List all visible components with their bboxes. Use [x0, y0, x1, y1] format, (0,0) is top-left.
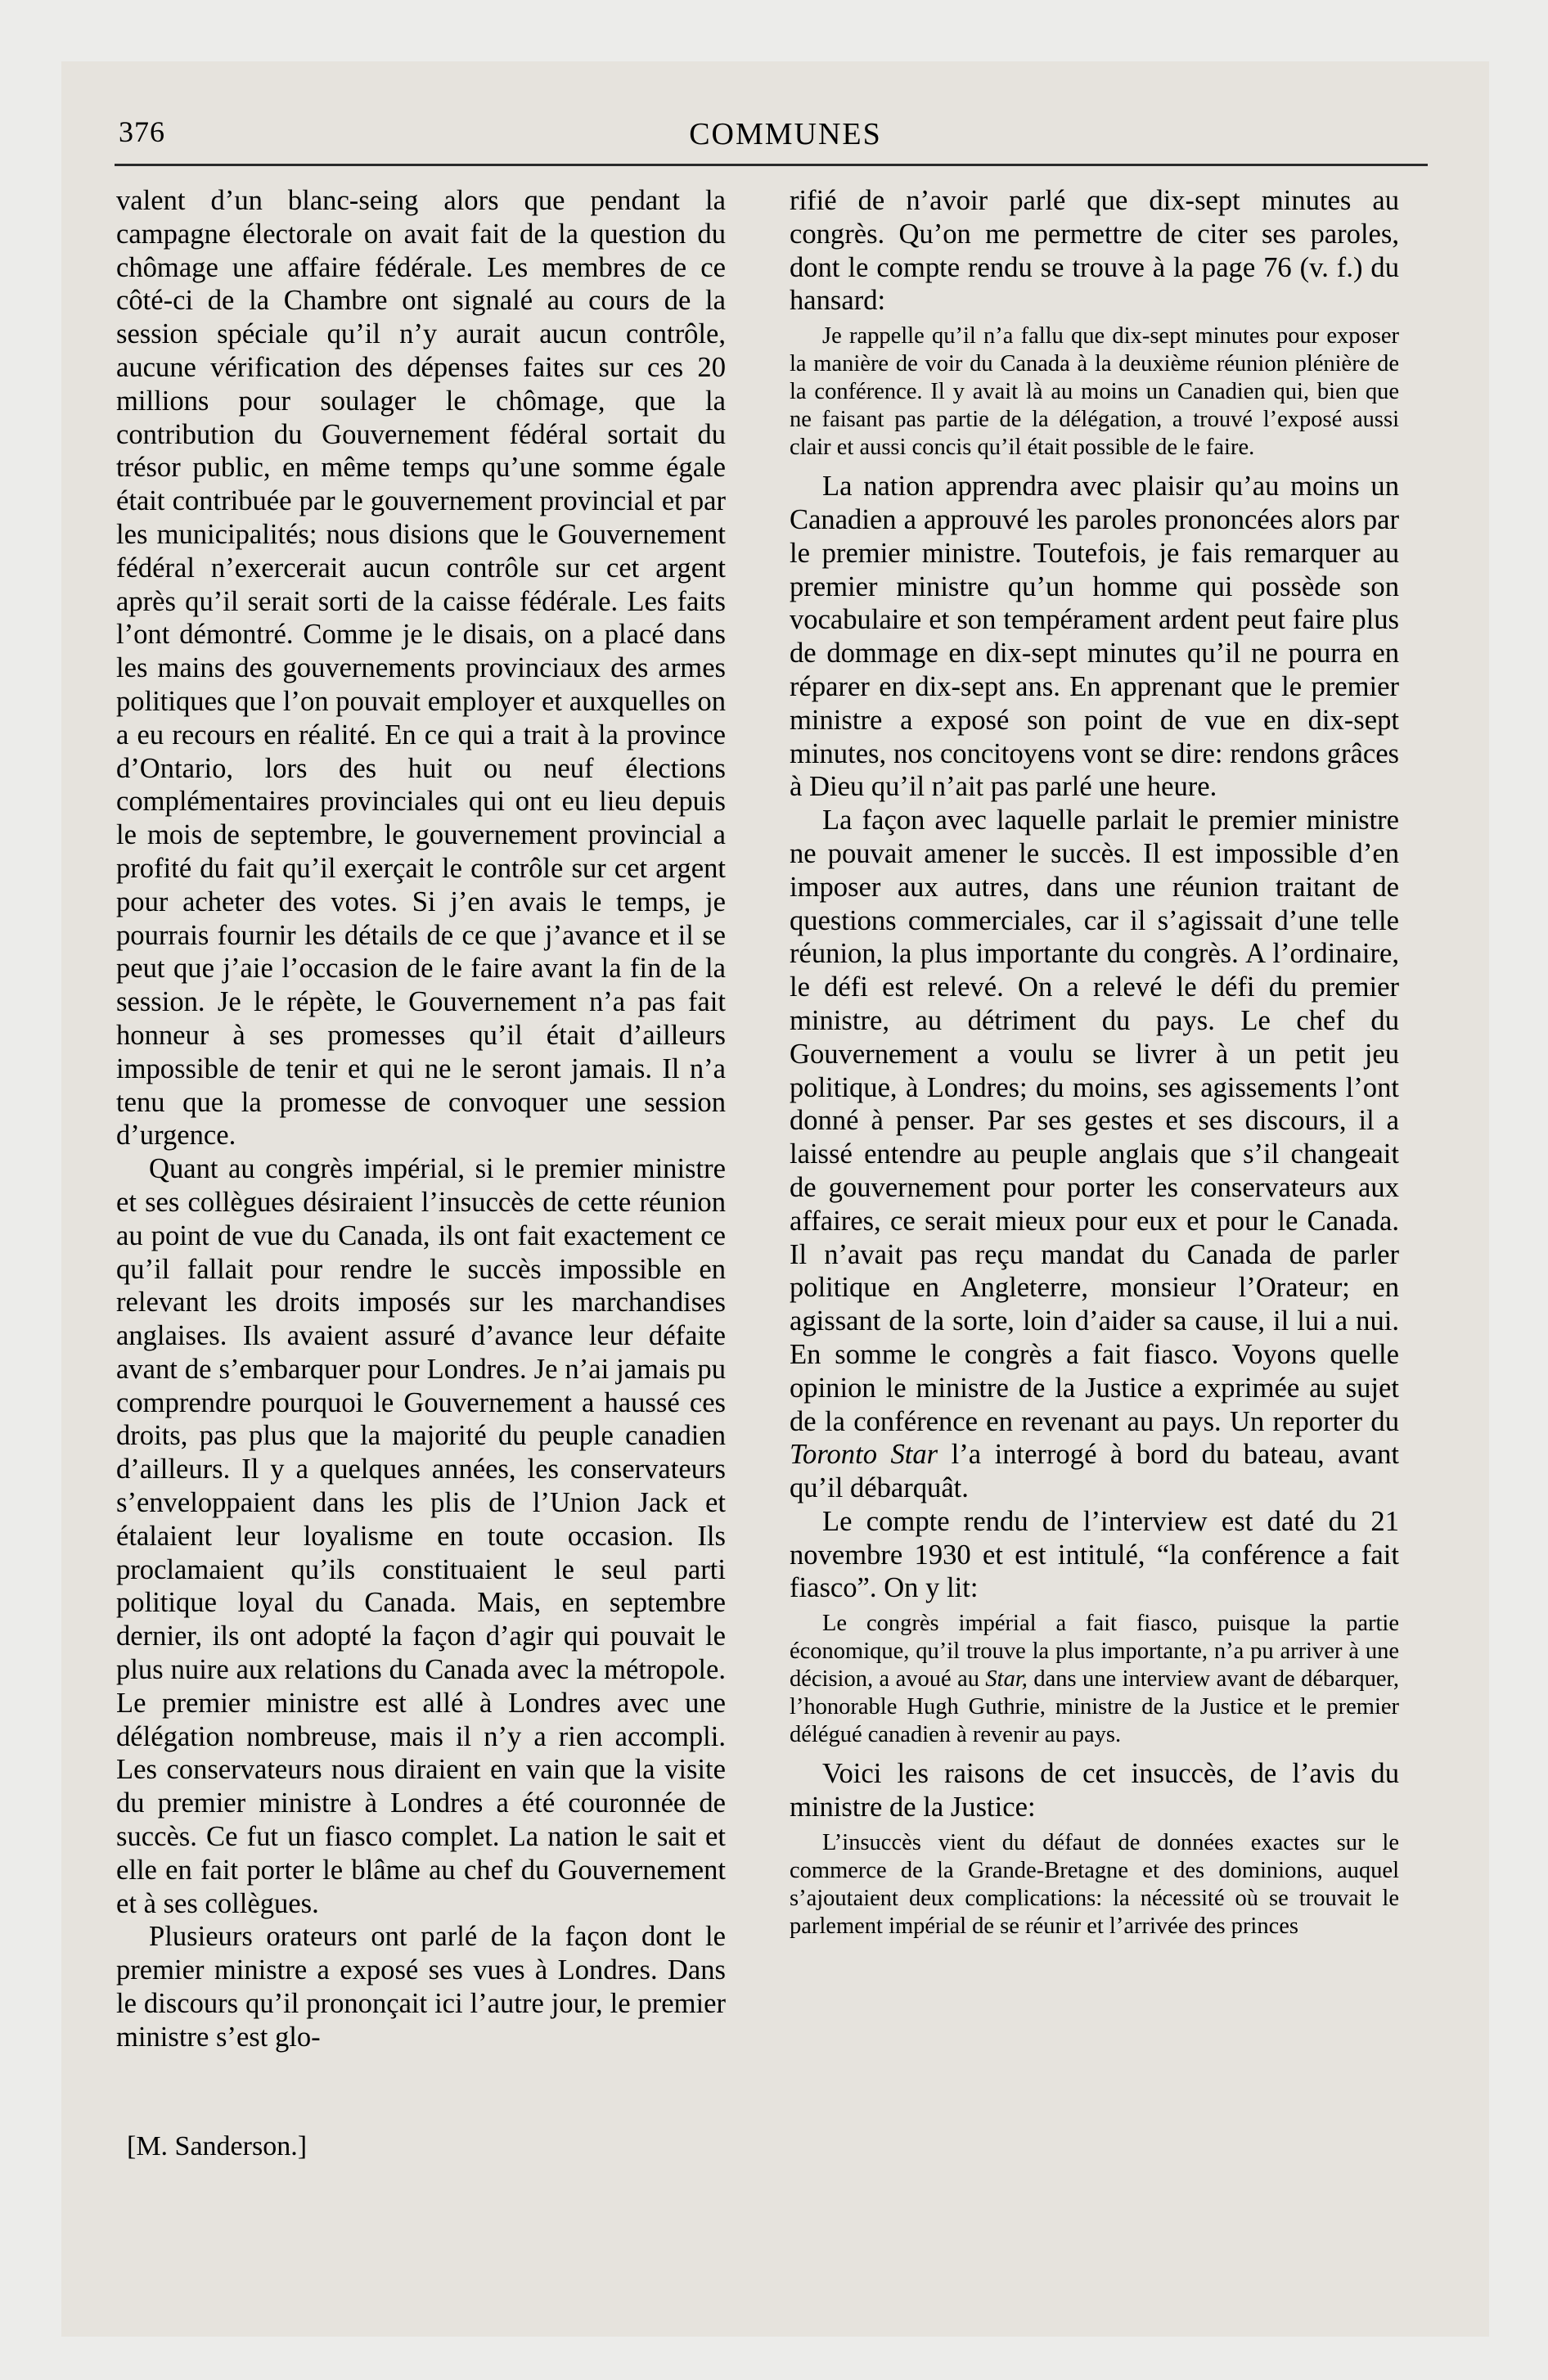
right-column — [790, 184, 1399, 1949]
right-paragraph-2: La nation apprendra avec plaisir qu’au moins un Canadien a approuvé les paroles prononcées alors par le premier ministre. Toutefois, je fais remarquer au premier ministre qu’un homme qui possède son vocabulaire et son tempérament ardent peut faire plus de dommage en dix-sept minutes qu’il ne pourra en réparer en dix-sept ans. En apprenant que le premier ministre a exposé son point de vue en dix-sept minutes, nos concitoyens vont se dire: rendons grâces à Dieu qu’il n’ait pas parlé une heure. — [790, 471, 1399, 803]
right-paragraph-3-text: La façon avec laquelle parlait le premier ministre ne pouvait amener le succès. Il est impossible d’en imposer aux autres, dans une réunion traitant de questions commerciales, car il s’agissait d’une telle réunion, la plus importante du congrès. A l’ordinaire, le défi est relevé. On a relevé le défi du premier ministre, au détriment du pays. Le chef du Gouvernement a voulu se livrer à un petit jeu politique, à Londres; du moins, ses agissements l’ont donné à penser. Par ses gestes et ses discours, il a laissé entendre au peuple anglais que s’il changeait de gouvernement pour porter les conservateurs aux affaires, ce serait mieux pour eux et pour le Canada. Il n’avait pas reçu mandat du Canada de parler politique en Angleterre, monsieur l’Orateur; en agissant de la sorte, loin d’aider sa cause, il lui a nui. En somme le congrès a fait fiasco. Voyons quelle opinion le ministre de la Justice a exprimée au sujet de la conférence en revenant au pays. Un reporter du — [790, 805, 1399, 1437]
quote-interview — [790, 1610, 1399, 1749]
left-paragraph-3: Plusieurs orateurs ont parlé de la façon dont le premier ministre a exposé ses vues à Londres. Dans le discours qu’il prononçait ici l’autre jour, le premier ministre s’est glo- — [116, 1921, 726, 2053]
header-rule — [115, 164, 1428, 166]
quote-hansard: Je rappelle qu’il n’a fallu que dix-sept minutes pour exposer la manière de voir du Canada à la deuxième réunion plénière de la conférence. Il y avait là au moins un Canadien qui, bien que ne faisant pas partie de la délégation, a trouvé l’exposé aussi clair et aussi concis qu’il était possible de le faire. — [790, 323, 1399, 461]
quote-minister: L’insuccès vient du défaut de données exactes sur le commerce de la Grande-Bretagne et des dominions, auquel s’ajoutaient deux complications: la nécessité où se trouvait le parlement impérial de se réunir et l’arrivée des princes — [790, 1829, 1399, 1939]
quote-newspaper-name: Star, — [985, 1666, 1028, 1693]
right-paragraph-3-end: l’a interrogé à bord du bateau, avant qu’il débarquât. — [790, 1439, 1400, 1504]
left-column — [116, 184, 726, 2054]
right-paragraph-5: Voici les raisons de cet insuccès, de l’avis du ministre de la Justice: — [790, 1758, 1399, 1823]
newspaper-name: Toronto Star — [790, 1439, 938, 1471]
quote-interview-start: Le congrès impérial a fait fiasco, puisque la partie économique, qu’il trouve la plus importante, n’a pu arriver à une décision, a avoué au — [790, 1611, 1399, 1693]
right-paragraph-1: rifié de n’avoir parlé que dix-sept minutes au congrès. Qu’on me permettre de citer ses paroles, dont le compte rendu se trouve à la page 76 (v. f.) du hansard: — [790, 185, 1399, 317]
running-head: COMMUNES — [689, 117, 882, 151]
quote-interview-end: dans une interview avant de débarquer, l’honorable Hugh Guthrie, ministre de la Justice et le premier délégué canadien à revenir au pays. — [790, 1666, 1400, 1748]
speaker-signature: [M. Sanderson.] — [127, 2131, 308, 2161]
left-paragraph-1: valent d’un blanc-seing alors que pendant la campagne électorale on avait fait de la question du chômage une affaire fédérale. Les membres de ce côté-ci de la Chambre ont signalé au cours de la session spéciale qu’il n’y aurait aucun contrôle, aucune vérification des dépenses faites sur ces 20 millions pour soulager le chômage, que la contribution du Gouvernement fédéral sortait du trésor public, en même temps qu’une somme égale était contribuée par le gouvernement provincial et par les municipalités; nous disions que le Gouvernement fédéral n’exercerait aucun contrôle sur cet argent après qu’il serait sorti de la caisse fédérale. Les faits l’ont démontré. Comme je le disais, on a placé dans les mains des gouvernements provinciaux des armes politiques que l’on pouvait employer et auxquelles on a eu recours en réalité. En ce qui a trait à la province d’Ontario, lors des huit ou neuf élections complémentaires provinciales qui ont eu lieu depuis le mois de septembre, le gouvernement provincial a profité du fait qu’il exerçait le contrôle sur cet argent pour acheter des votes. Si j’en avais le temps, je pourrais fournir les détails de ce que j’avance et il se peut que j’aie l’occasion de le faire avant la fin de la session. Je le répète, le Gouvernement n’a pas fait honneur à ses promesses qu’il était d’ailleurs impossible de tenir et qui ne le seront jamais. Il n’a tenu que la promesse de convoquer une session d’urgence. — [116, 185, 726, 1152]
left-paragraph-2: Quant au congrès impérial, si le premier ministre et ses collègues désiraient l’insuccès de cette réunion au point de vue du Canada, ils ont fait exactement ce qu’il fallait pour rendre le succès impossible en relevant les droits imposés sur les marchandises anglaises. Ils avaient assuré d’avance leur défaite avant de s’embarquer pour Londres. Je n’ai jamais pu comprendre pourquoi le Gouvernement a haussé ces droits, pas plus que la majorité du peuple canadien d’ailleurs. Il y a quelques années, les conservateurs s’enveloppaient dans les plis de l’Union Jack et étalaient leur loyalisme en toute occasion. Ils proclamaient qu’ils constituaient le seul parti politique loyal du Canada. Mais, en septembre dernier, ils ont adopté la façon d’agir qui pouvait le plus nuire aux relations du Canada avec la métropole. Le premier ministre est allé à Londres avec une délégation nombreuse, mais il n’y a rien accompli. Les conservateurs nous diraient en vain que la visite du premier ministre à Londres a été couronnée de succès. Ce fut un fiasco complet. La nation le sait et elle en fait porter le blâme au chef du Gouvernement et à ses collègues. — [116, 1153, 726, 1919]
right-paragraph-4: Le compte rendu de l’interview est daté du 21 novembre 1930 et est intitulé, “la conférence a fait fiasco”. On y lit: — [790, 1505, 1399, 1604]
right-paragraph-3 — [790, 804, 1399, 1505]
page-number: 376 — [119, 115, 165, 148]
